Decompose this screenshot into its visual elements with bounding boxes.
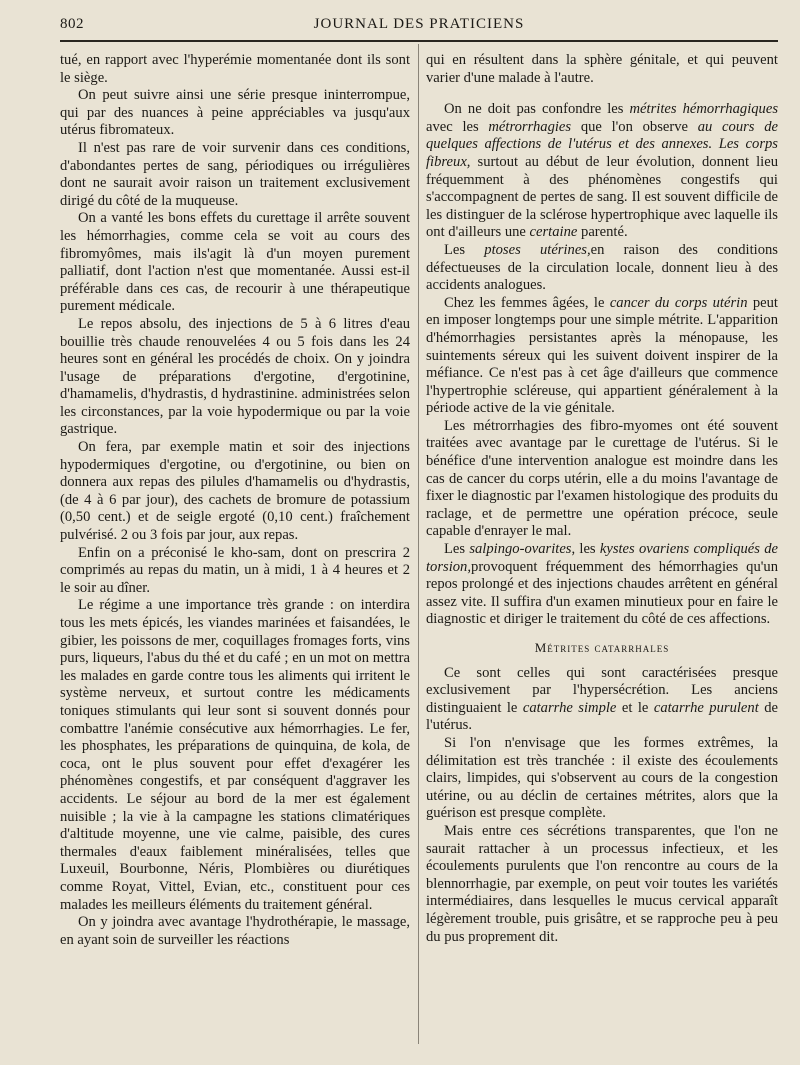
paragraph [426, 242, 778, 295]
italic-term: cancer du corps utérin [609, 294, 748, 311]
text-run: surtout au début de leur évolution, donnent lieu fréquemment à des phénomènes congestifs qui s'accompagnent de pertes de sang. Il est souvent difficile de les distinguer de la sclérose hypertrophique avec laquelle ils ont d'ailleurs une [426, 153, 778, 241]
paragraph: qui en résultent dans la sphère génitale, et qui peuvent varier d'une malade à l'autre. [426, 52, 778, 86]
text-run: avec les [426, 118, 489, 135]
journal-title: JOURNAL DES PRATICIENS [313, 16, 525, 32]
italic-term: métrorrhagies [488, 118, 572, 135]
paragraph [426, 541, 778, 629]
paragraph: On a vanté les bons effets du curettage il arrête souvent les hémorrhagies, comme cela se voit au cours des fibromyômes, mais ils'agit là d'un moyen purement palliatif, dont l'action n'est que momentanée. Aussi est-il préférable dans ces cas, de recourir à une thérapeutique purement médicale. [60, 210, 410, 315]
paragraph: Mais entre ces sécrétions transparentes, que l'on ne saurait rattacher à un processus infectieux, et les écoulements purulents que l'on rencontre au cours de la blennorrhagie, par exemple, on peut voir toutes les variétés intermédiaires, dans lesquelles le mucus cervical apparaît légèrement trouble, puis grisâtre, et se rapproche peu à peu du pus proprement dit. [426, 822, 778, 945]
text-run: Chez les femmes âgées, le [444, 294, 610, 311]
paragraph: Si l'on n'envisage que les formes extrêmes, la délimitation est très tranchée : il existe des écoulements clairs, limpides, qui s'observent au cours de la congestion utérine, ou au déclin de certaines métrites, alors que la guérison est presque complète. [426, 734, 778, 822]
page-number: 802 [60, 16, 84, 32]
paragraph: tué, en rapport avec l'hyperémie momentanée dont ils sont le siège. [60, 52, 410, 86]
text-run: que l'on observe [571, 118, 698, 135]
text-run: peut en imposer longtemps pour une simple métrite. L'apparition d'hémorrhagies persistantes après la ménopause, les suintements séreux qui les suivent doivent inspirer de la méfiance. Ce n'est pas à cet âge d'ailleurs que commence l'hypertrophie scléreuse, qui appartient généralement à la période active de la vie génitale. [426, 294, 778, 417]
text-run: Les [444, 241, 485, 258]
text-run: On ne doit pas confondre les [444, 101, 630, 118]
right-column [426, 52, 778, 946]
paragraph: On fera, par exemple matin et soir des injections hypodermiques d'ergotine, ou d'ergotinine, ou bien on donnera aux repas des pilules d'hamamelis ou d'hydrastis, (de 4 à 6 par jour), des cachets de bromure de potassium (0,50 cent.) et de seigle ergoté (0,10 cent.) fraîchement pulvérisé. 2 ou 3 fois par jour, aux repas. [60, 439, 410, 544]
text-run: provoquent fréquemment des hémorrhagies qu'un repos prolongé et des injections chaudes arrêtent en général assez vite. Il suffira d'un examen minutieux pour en faire le diagnostic et diriger le traitement du côté de ces affections. [426, 558, 778, 628]
header-rule [60, 40, 778, 42]
left-column [60, 52, 410, 949]
section-title: Métrites catarrhales [534, 640, 670, 655]
paragraph: Enfin on a préconisé le kho-sam, dont on prescrira 2 comprimés au repas du matin, un à midi, 1 à 4 heures et 2 le soir au dîner. [60, 544, 410, 596]
italic-term: ptoses utérines, [484, 241, 591, 258]
paragraph: Le régime a une importance très grande : on interdira tous les mets épicés, les viandes marinées et faisandées, le gibier, les poissons de mer, coquillages fromages forts, vins purs, liqueurs, l'abus du thé et du café ; en un mot on mettra les malades en garde contre tous les aliments qui irritent le système nerveux, et surtout contre les médicaments toniques stimulants qui leur sont si souvent donnés pour combattre l'anémie consécutive aux hémorrhagies. Le fer, les phosphates, les préparations de quinquina, de kola, de coca, ont le plus souvent pour effet d'exagérer les phénomènes congestifs, et par conséquent d'aggraver les accidents. Le séjour au bord de la mer est également nuisible ; la vie à la campagne les stations climatériques d'altitude moyenne, une vie calme, paisible, des cures thermales d'eaux faiblement minéralisées, telles que Luxeuil, Bourbonne, Néris, Plombières ou diurétiques comme Royat, Vittel, Evian, etc., constituent pour ces malades les meilleurs éléments du traitement général. [60, 597, 410, 913]
text-run: Ce sont celles qui sont caractérisées presque exclusivement par l'hypersécrétion. Les anciens distinguaient le [426, 664, 778, 716]
paragraph: On peut suivre ainsi une série presque ininterrompue, qui par des nuances à peine appréciables va jusqu'aux utérus fibromateux. [60, 87, 410, 139]
italic-term: catarrhe purulent [653, 699, 759, 716]
paragraph: Il n'est pas rare de voir survenir dans ces conditions, d'abondantes pertes de sang, périodiques ou irrégulières dont ne saurait avoir raison un traitement exclusivement dirigé du côté de la muqueuse. [60, 139, 410, 209]
italic-term: métrites hémorrhagiques [629, 101, 778, 118]
column-separator [418, 44, 419, 1044]
text-run: Les [444, 541, 470, 558]
italic-term: kystes ovariens compliqués de torsion, [426, 541, 778, 575]
italic-term: certaine [529, 224, 578, 241]
paragraph: Les métrorrhagies des fibro-myomes ont été souvent traitées avec avantage par le curettage de l'utérus. Si le bénéfice d'une intervention analogue est moindre dans les cas de cancer du corps utérin, elle a du moins l'avantage de fixer le diagnostic par l'examen histologique des produits du raclage, et de permettre une opération précoce, seule capable d'enrayer le mal. [426, 417, 778, 540]
paragraph: On y joindra avec avantage l'hydrothérapie, le massage, en ayant soin de surveiller les réactions [60, 914, 410, 948]
italic-term: au cours de quelques affections de l'utérus et des annexes. Les corps fibreux, [426, 118, 778, 170]
text-run: , les [571, 541, 600, 558]
paragraph [426, 665, 778, 735]
paragraph: Le repos absolu, des injections de 5 à 6 litres d'eau bouillie très chaude renouvelées 4 ou 5 fois dans les 24 heures sont en général les procédés de choix. On y joindra l'usage de préparations d'ergotine, d'ergotinine, d'hamamelis, d'hydrastis, d hydrastinine. administrées selon les circonstances, par la voie hypodermique ou par la voie gastrique. [60, 315, 410, 438]
paragraph [426, 101, 778, 242]
text-run: parenté. [577, 224, 628, 241]
paragraph [426, 295, 778, 418]
text-run: de l'utérus. [426, 699, 778, 734]
italic-term: catarrhe simple [522, 699, 617, 716]
text-run: et le [616, 699, 654, 716]
text-run: en raison des conditions défectueuses de la circulation locale, donnent lieu à des accidents analogues. [426, 241, 778, 294]
italic-term: salpingo-ovarites [469, 541, 572, 558]
page-header [60, 14, 778, 36]
